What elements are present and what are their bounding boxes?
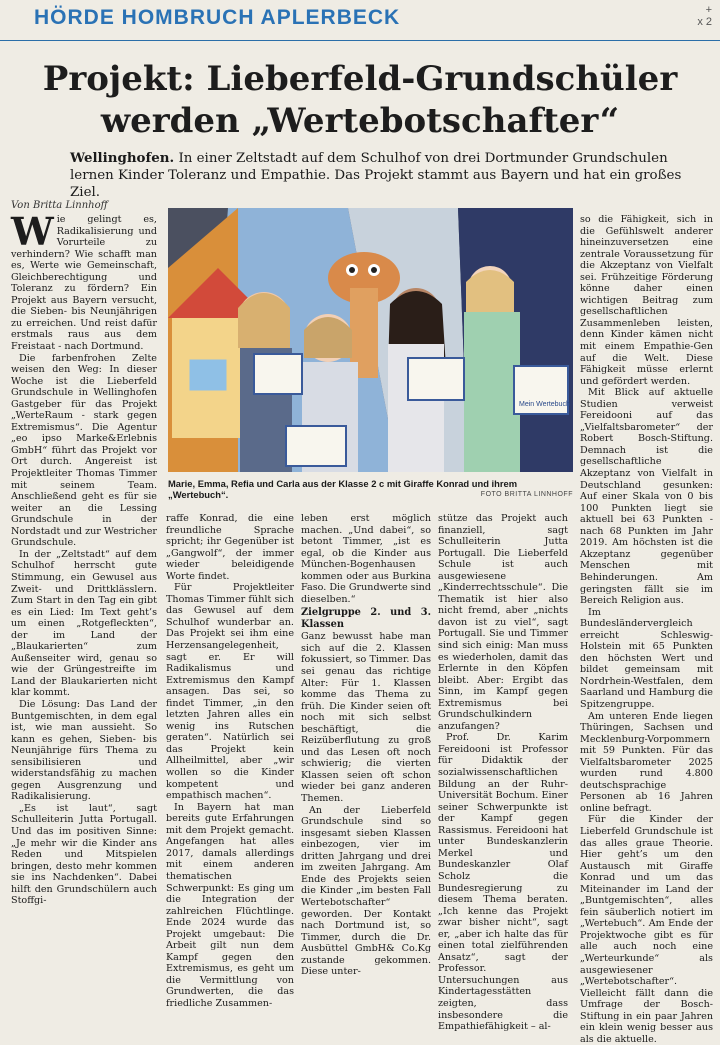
col5-para-5: Für die Kinder der Lieberfeld Grundschule ist das alles graue Theorie. Hier geht’s um den Austausch mit Giraffe Konrad und um das Miteinander im Land der „Buntgemischten“, alles fein säuberlich notiert im „Wertebuch“. Am Ende der Projektwoche gibt es für alle auch noch eine „Werteurkunde“ als ausgewiesener „Wertebotschafter“. Vielleicht fällt dann die Umfrage der Bosch-Stiftung in ein paar Jahren ein klein wenig besser aus als die aktuelle. <box>580 814 713 1045</box>
col2-para-2: Für Projektleiter Thomas Timmer fühlt sich das Gewusel auf dem Schulhof wunderbar an. Das Projekt sei ihm eine Herzensangelegenheit, sagt er. Er will Radikalismus und Extremismus den Kampf ansagen. Das sei, so findet Timmer, „in den letzten Jahren alles ein wenig ins Rutschen geraten“. Natürlich sei das Projekt kein Allheilmittel, aber „wir wollen so die Kinder kompetent und empathisch machen“. <box>166 582 294 802</box>
col1-para-1 <box>11 209 157 353</box>
corner-mark-x2: x 2 <box>697 16 712 28</box>
headline-line-1: Projekt: Lieberfeld-Grundschüler <box>42 59 678 99</box>
photo-caption <box>168 478 573 500</box>
book-title-text: Mein Wertebuch <box>519 401 570 408</box>
col1-para-4: Die Lösung: Das Land der Buntgemischten, in dem egal ist, wie man aussieht. So kann es gehen, Sieben- bis Neunjährige fürs Thema zu sensibilisieren und widerstandsfähig zu machen gegen Ausgrenzung und Radikalisierung. <box>11 698 157 803</box>
photo-illustration <box>168 208 573 472</box>
byline: Von Britta Linnhoff <box>11 200 108 211</box>
col3-para-2: Ganz bewusst habe man sich auf die 2. Klassen fokussiert, so Timmer. Das sei genau das richtige Alter: Für 1. Klassen komme das Thema zu früh. Die Kinder seien oft noch mit sich selbst beschäftigt, die Reizüberflutung zu groß und das Lesen oft noch schwierig; die vierten Klassen seien oft schon wieder bei ganz anderen Themen. <box>301 631 431 805</box>
col4-para-2: Prof. Dr. Karim Fereidooni ist Professor für Didaktik der sozialwissenschaftlichen Bildung an der Ruhr-Universität Bochum. Einer seiner Schwerpunkte ist der Kampf gegen Rassismus. Fereidooni hat unter Bundeskanzlerin Merkel und Bundeskanzler Olaf Scholz die Bundesregierung zu diesem Thema beraten. „Ich kenne das Projekt zwar bisher nicht“, sagt er, „aber ich halte das für einen total zielführenden Ansatz“, sagt der Professor. Untersuchungen aus Kindertagesstätten zeigten, dass insbesondere die Empathiefähigkeit – al- <box>438 732 568 1033</box>
section-title: HÖRDE HOMBRUCH APLERBECK <box>34 6 401 29</box>
subhead <box>70 150 690 201</box>
col1-para-3: In der „Zeltstadt“ auf dem Schulhof herrscht gute Stimmung, ein Gewusel aus Zweit- und Drittklässlern. Zum Start in den Tag ein gibt es ein Lied: Im Text geht’s um einen „Rotgefleckten“, der im Land der „Blaukarierten“ zum Außenseiter wird, genau so wie der Grüngestreifte im Land der Blaukarierten nicht klar kommt. <box>11 548 157 699</box>
col5-para-4: Am unteren Ende liegen Thüringen, Sachsen und Mecklenburg-Vorpommern mit 59 Punkten. Für das Vielfaltsbarometer 2025 wurden rund 4.800 deutschsprachige Personen ab 16 Jahren online befragt. <box>580 710 713 814</box>
column-5 <box>580 214 713 1045</box>
col4-para-1: stütze das Projekt auch finanziell, sagt Schulleiterin Jutta Portugall. Die Lieberfeld Schule ist auch ausgewiesene „Kinderrechtsschule“. Die Thematik ist hier also nicht fremd, aber „nichts davon ist zu viel“, sagt Portugall. Sie und Timmer sind sich einig: Man muss es wiederholen, damit das Erlernte in den Köpfen bleibt. Aber: Ergibt das Sinn, im Kampf gegen Extremismus bei Grundschulkindern anzufangen? <box>438 513 568 732</box>
column-2 <box>166 513 294 1009</box>
col3-para-1: leben erst möglich machen. „Und dabei“, so betont Timmer, „ist es egal, ob die Kinder aus München-Bogenhausen kommen oder aus Burkina Faso. Die Grundwerte sind dieselben.“ <box>301 513 431 605</box>
subhead-place: Wellinghofen. <box>70 150 175 166</box>
col5-para-1: so die Fähigkeit, sich in die Gefühlswelt anderer hineinzuversetzen eine zentrale Voraussetzung für die Akzeptanz von Vielfalt sei. Frühzeitige Förderung könne daher einen wichtigen Beitrag zum gesellschaftlichen Zusammenleben leisten, denn Kinder kämen nicht mit einem Empathie-Gen auf die Welt. Diese Fähigkeit müsse erlernt und gefördert werden. <box>580 214 713 387</box>
col2-para-3: In Bayern hat man bereits gute Erfahrungen mit dem Projekt gemacht. Angefangen hat alles 2017, damals allerdings mit einem anderen thematischen Schwerpunkt: Es ging um die Integration der zahlreichen Flüchtlinge. Ende 2024 wurde das Projekt umgebaut: Die Arbeit gilt nun dem Kampf gegen den Extremismus, es geht um die Vermittlung von Grundwerten, die das friedliche Zusammen- <box>166 801 294 1009</box>
column-4 <box>438 513 568 1033</box>
corner-mark-plus: + <box>705 4 712 16</box>
column-3 <box>301 513 431 978</box>
photo-credit: FOTO BRITTA LINNHOFF <box>480 491 573 498</box>
headline-line-2: werden „Wertebotschafter“ <box>100 101 620 141</box>
corner-marks <box>697 4 712 28</box>
subhead-text: In einer Zeltstadt auf dem Schulhof von drei Dortmunder Grundschulen lernen Kinder Toleranz und Empathie. Das Projekt stammt aus Bayern und hat ein großes Ziel. <box>70 151 682 200</box>
caption-text: Marie, Emma, Refia und Carla aus der Klasse 2 c mit Giraffe Konrad und ihrem „Wertebuch“. <box>168 478 518 500</box>
col1-para-2: Die farbenfrohen Zelte weisen den Weg: In dieser Woche ist die Lieberfeld Grundschule in Wellinghofen Gastgeber für das Projekt „WerteRaum - stark gegen Extremismus“. Die Agentur „eo ipso Marke&Erlebnis GmbH“ führt das Projekt vor Ort durch. Angereist ist Projektleiter Thomas Timmer mit seinem Team. Anschließend geht es für sie weiter an die Lessing Grundschule in der Nordstadt und zur Westricher Grundschule. <box>11 352 157 549</box>
col1-para-1-text: ie gelingt es, Radikalisierung und Vorurteile zu verhindern? Wie schafft man es, Werte wie Gemeinschaft, Gleichberechtigung und Toleranz zu fördern? Ein Projekt aus Bayern versucht, die Sieben- bis Neunjährigen zu erreichen. Und reist dafür erstmals raus aus dem Freistaat - nach Dortmund. <box>11 214 157 353</box>
article-photo <box>168 208 573 472</box>
column-1 <box>11 209 157 938</box>
col3-para-3: An der Lieberfeld Grundschule sind so insgesamt sieben Klassen einbezogen, vier im dritten Jahrgang und drei im zweiten Jahrgang. Am Ende des Projekts seien die Kinder „im besten Fall Wertebotschafter“ geworden. Der Kontakt nach Dortmund ist, so Timmer, durch die Dr. Ausbüttel GmbH& Co.Kg zustande gekommen. Diese unter- <box>301 804 431 978</box>
section-header <box>0 0 720 41</box>
col2-para-1: raffe Konrad, die eine freundliche Sprache spricht; ihr Gegenüber ist „Gangwolf“, der immer wieder beleidigende Worte findet. <box>166 513 294 582</box>
headline <box>0 58 720 142</box>
col1-para-5: „Es ist laut“, sagt Schulleiterin Jutta Portugall. Und das im positiven Sinne: „Je mehr wir die Kinder ans Reden und Mitspielen bringen, desto mehr kommen sie ins Nachdenken“. Dabei hilft den Grundschülern auch Stoffgi- <box>11 802 157 907</box>
dropcap: W <box>11 209 54 254</box>
col5-para-3: Im Bundesländervergleich erreicht Schleswig-Holstein mit 65 Punkten den höchsten Wert und bildet gemeinsam mit Nordrhein-Westfalen, dem Saarland und Hamburg die Spitzengruppe. <box>580 606 713 710</box>
col5-para-2: Mit Blick auf aktuelle Studien verweist Fereidooni auf das „Vielfaltsbarometer“ der Robert Bosch-Stiftung. Demnach ist die gesellschaftliche Akzeptanz von Vielfalt in Deutschland gesunken: Auf einer Skala von 0 bis 100 Punkten liegt sie aktuell bei 63 Punkten - nach 68 Punkten im Jahr 2019. Am höchsten ist die Akzeptanz gegenüber Menschen mit Behinderungen. Am geringsten fällt sie im Bereich Religion aus. <box>580 387 713 607</box>
col3-subheading: Zielgruppe 2. und 3. Klassen <box>301 607 431 630</box>
